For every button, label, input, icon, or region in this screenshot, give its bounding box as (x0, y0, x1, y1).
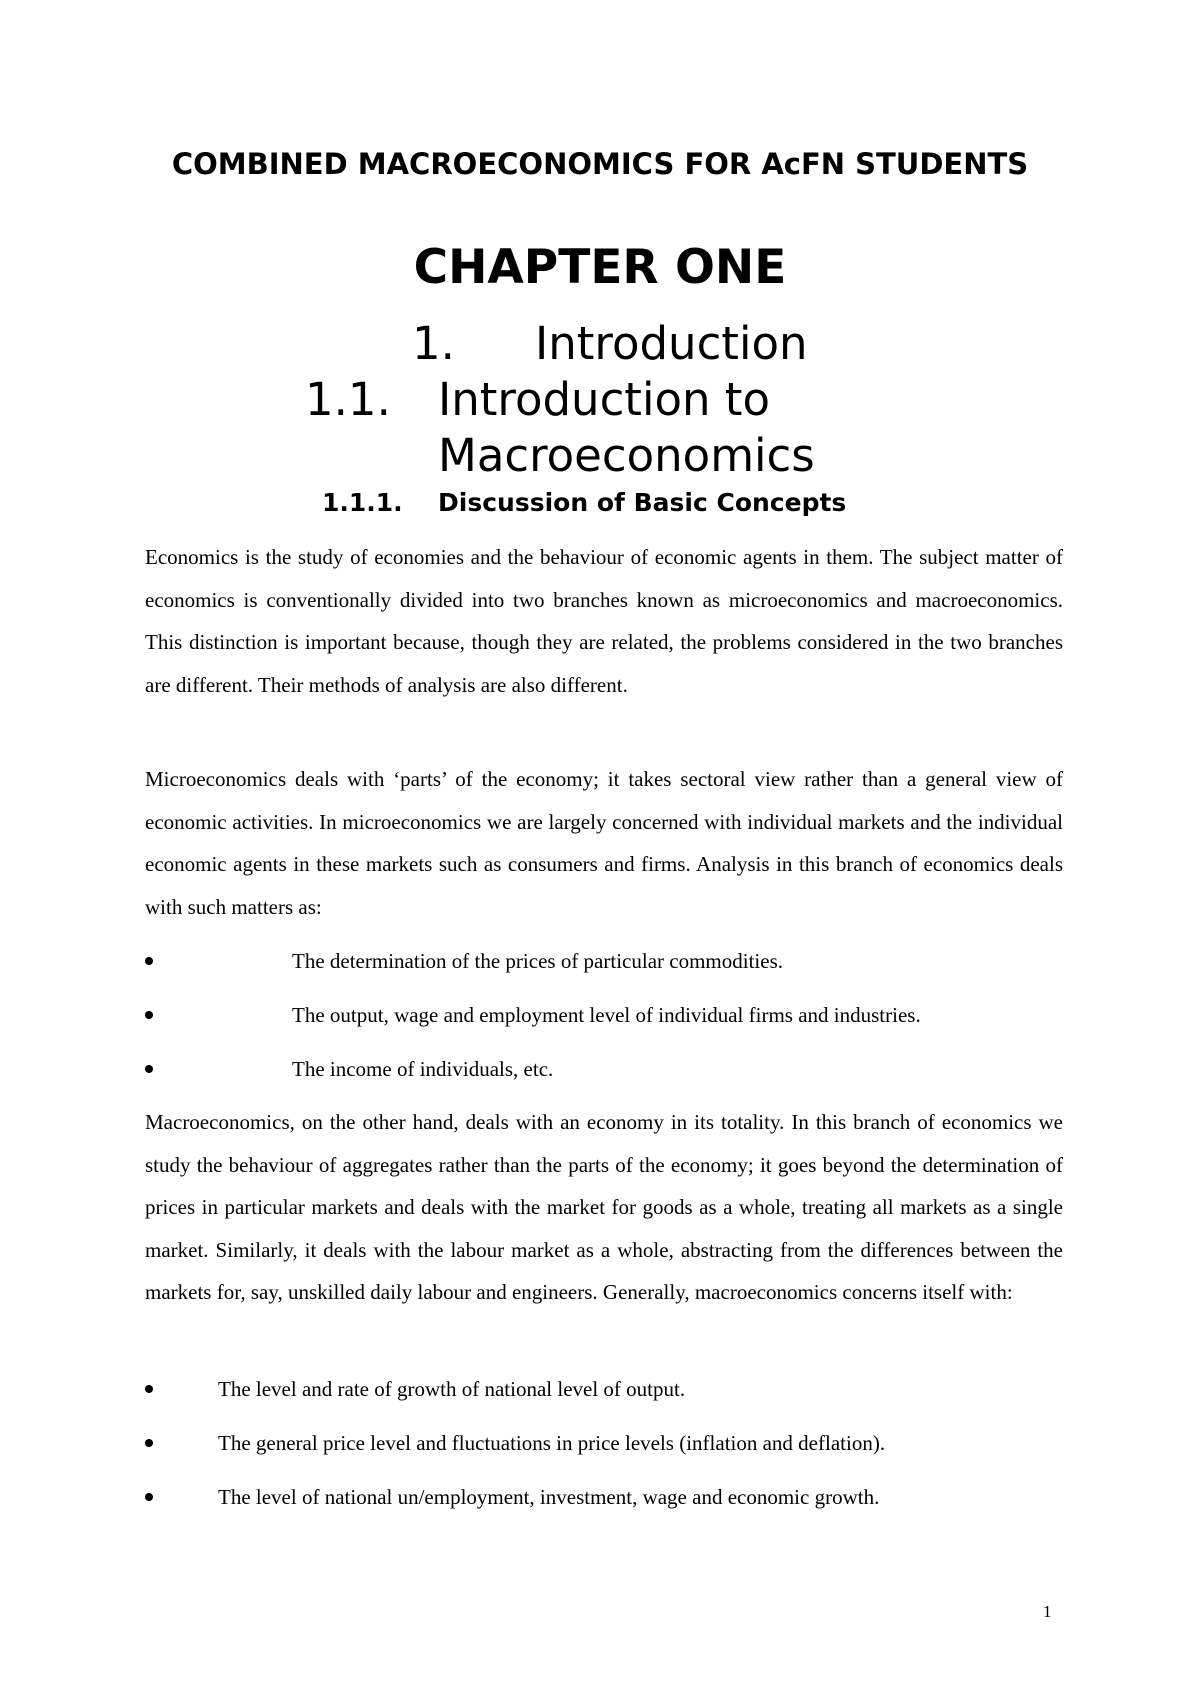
heading-1-1-number: 1.1. (305, 373, 391, 426)
bullet-icon (145, 957, 153, 965)
paragraph-macroeconomics: Macroeconomics, on the other hand, deals with an economy in its totality. In this branch of economics we study the behaviour of aggregates rather than the parts of the economy; it goes beyond the determination of prices in particular markets and deals with the market for goods as a whole, treating all markets as a single market. Similarly, it deals with the labour market as a whole, abstracting from the differences between the markets for, say, unskilled daily labour and engineers. Generally, macroeconomics concerns itself with: (145, 1110, 1063, 1304)
heading-1-1-1-number: 1.1.1. (322, 488, 403, 517)
bullet-icon (145, 1493, 153, 1501)
heading-1-1-1-text: Discussion of Basic Concepts (438, 488, 847, 517)
page-number: 1 (1043, 1602, 1052, 1621)
bullet-icon (145, 1385, 153, 1393)
paragraph-economics-intro: Economics is the study of economies and the behaviour of economic agents in them. The subject matter of economics is conventionally divided into two branches known as microeconomics and macroeconomics. This distinction is important because, though they are related, the problems considered in the two branches are different. Their methods of analysis are also different. (145, 545, 1063, 697)
heading-1 (412, 316, 808, 372)
bullet-icon (145, 1011, 153, 1019)
bullet-icon (145, 1065, 153, 1073)
heading-1-number: 1. (412, 317, 455, 370)
bullet-icon (145, 1439, 153, 1447)
document-page: COMBINED MACROECONOMICS FOR AcFN STUDENTS CHAPTER ONE 1. Introduction 1.1. Introduction to Macroeconomics 1.1.1. Discussion of Basic Concepts Economics is the study of economies and the behaviour of economic agents in them. The subject matter of economics is conventionally divided into two branches known as microeconomics and macroeconomics. This distinction is important because, though they are related, the problems considered in the two branches are different. Their methods of analysis are also different. Microeconomics deals with ‘parts’ of the economy; it takes sectoral view rather than a general view of economic activities. In microeconomics we are largely concerned with individual markets and the individual economic agents in these markets such as consumers and firms. Analysis in this branch of economics deals with such matters as: The determination of the prices of particular commodities. The output, wage and employment level of individual firms and industries. The income of individuals, etc. Macroeconomics, on the other hand, deals with an economy in its totality. In this branch of economics we study the behaviour of aggregates rather than the parts of the economy; it goes beyond the determination of prices in particular markets and deals with the market for goods as a whole, treating all markets as a single market. Similarly, it deals with the labour market as a whole, abstracting from the differences between the markets for, say, unskilled daily labour and engineers. Generally, macroeconomics concerns itself with: The level and rate of growth of national level of output. The general price level and fluctuations in price levels (inflation and deflation). The level of national un/employment, investment, wage and economic growth. 1 (0, 0, 1200, 1698)
document-title: COMBINED MACROECONOMICS FOR AcFN STUDENTS (171, 147, 1029, 181)
heading-1-text: Introduction (535, 317, 808, 370)
chapter-heading: CHAPTER ONE (413, 240, 787, 295)
heading-1-1-1 (322, 486, 846, 520)
heading-1-1-text: Introduction to Macroeconomics (438, 373, 815, 482)
paragraph-microeconomics: Microeconomics deals with ‘parts’ of the economy; it takes sectoral view rather than a general view of economic activities. In microeconomics we are largely concerned with individual markets and the individual economic agents in these markets such as consumers and firms. Analysis in this branch of economics deals with such matters as: (145, 767, 1063, 919)
